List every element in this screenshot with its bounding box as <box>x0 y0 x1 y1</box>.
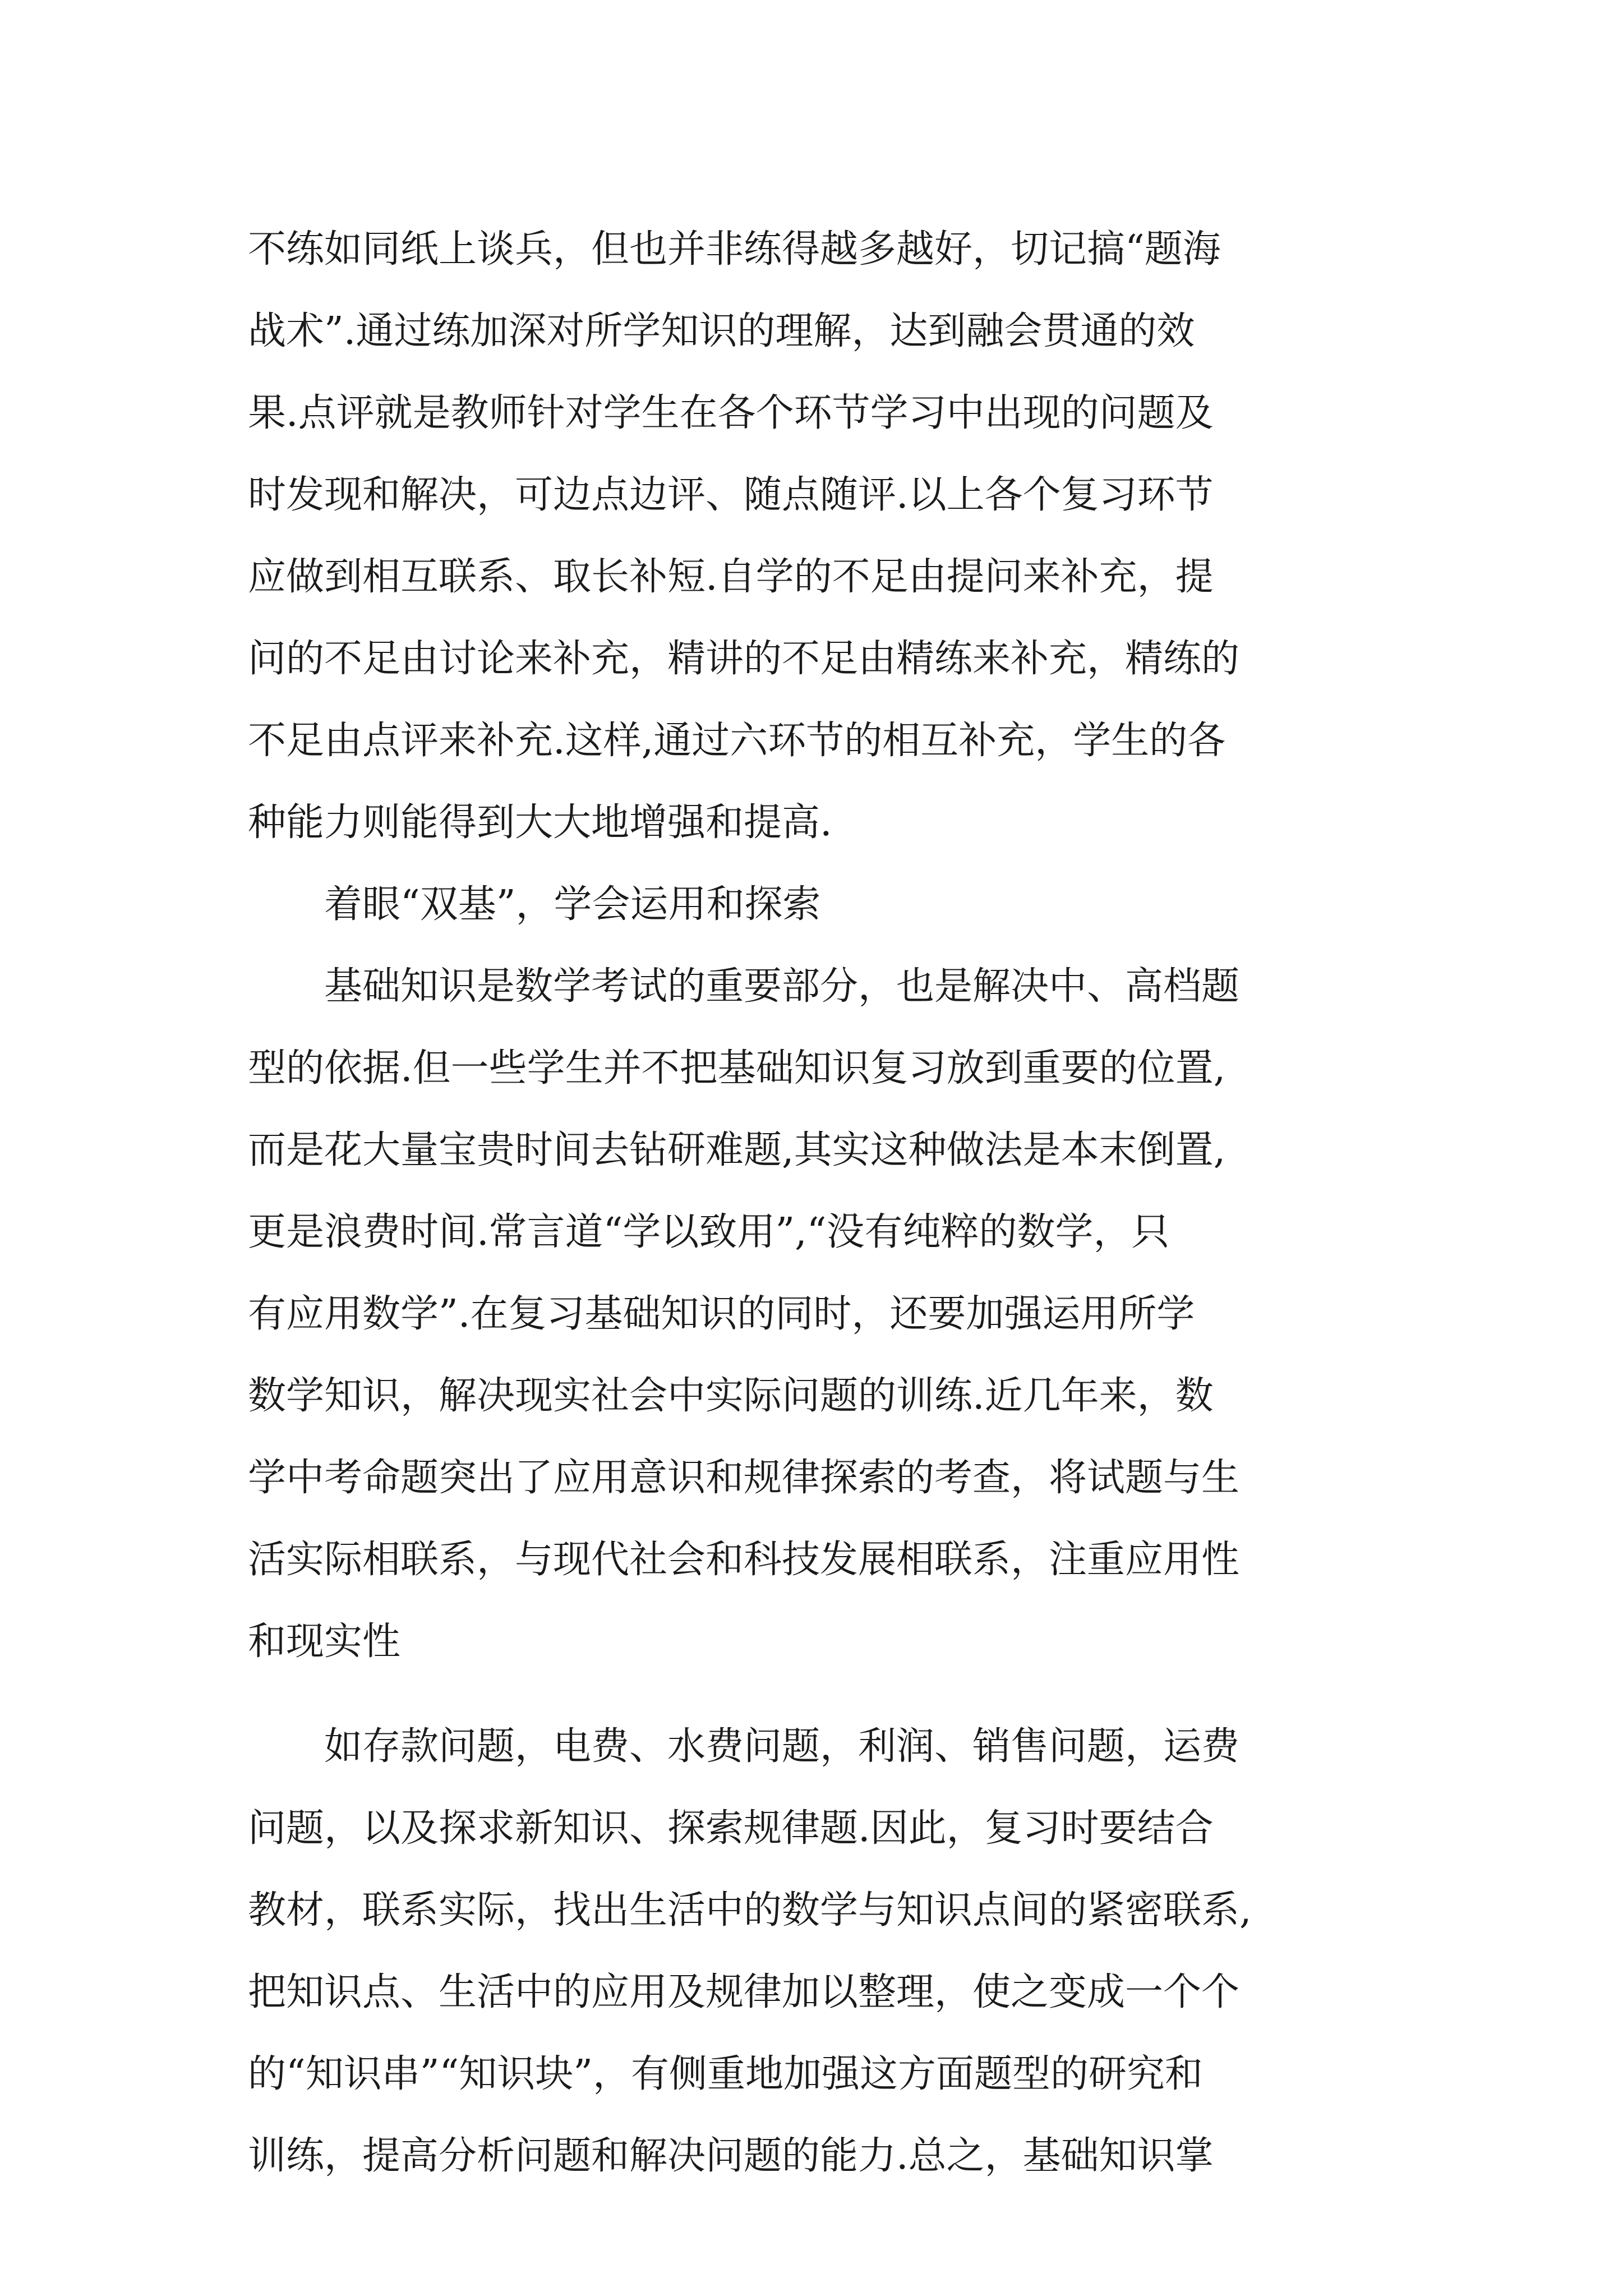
text-line: 和现实性 <box>248 1619 401 1664</box>
text-line: 问的不足由讨论来补充，精讲的不足由精练来补充，精练的 <box>248 637 1240 681</box>
text-line: 学中考命题突出了应用意识和规律探索的考查，将试题与生 <box>248 1456 1240 1500</box>
section-heading: 着眼“双基”，学会运用和探索 <box>248 882 821 927</box>
text-line: 有应用数学”.在复习基础知识的同时，还要加强运用所学 <box>248 1292 1195 1336</box>
text-line: 训练，提高分析问题和解决问题的能力.总之，基础知识掌 <box>248 2134 1214 2178</box>
text-line: 不练如同纸上谈兵，但也并非练得越多越好，切记搞“题海 <box>248 227 1221 272</box>
text-line: 不足由点评来补充.这样,通过六环节的相互补充，学生的各 <box>248 719 1226 763</box>
text-line: 应做到相互联系、取长补短.自学的不足由提问来补充，提 <box>248 555 1214 599</box>
text-line: 的“知识串”“知识块”，有侧重地加强这方面题型的研究和 <box>248 2052 1204 2096</box>
text-line: 基础知识是数学考试的重要部分，也是解决中、高档题 <box>248 964 1240 1009</box>
text-line: 种能力则能得到大大地增强和提高. <box>248 800 832 845</box>
text-line: 问题，以及探求新知识、探索规律题.因此，复习时要结合 <box>248 1806 1214 1851</box>
text-line: 战术”.通过练加深对所学知识的理解，达到融会贯通的效 <box>248 309 1195 353</box>
text-line: 数学知识，解决现实社会中实际问题的训练.近几年来，数 <box>248 1374 1214 1418</box>
text-line: 果.点评就是教师针对学生在各个环节学习中出现的问题及 <box>248 391 1214 435</box>
text-line: 更是浪费时间.常言道“学以致用”,“没有纯粹的数学，只 <box>248 1210 1170 1254</box>
text-line: 而是花大量宝贵时间去钻研难题,其实这种做法是本末倒置, <box>248 1128 1226 1172</box>
text-line: 时发现和解决，可边点边评、随点随评.以上各个复习环节 <box>248 473 1214 517</box>
text-line: 教材，联系实际，找出生活中的数学与知识点间的紧密联系, <box>248 1888 1252 1932</box>
text-line: 如存款问题，电费、水费问题，利润、销售问题，运费 <box>248 1724 1240 1769</box>
text-line: 活实际相联系，与现代社会和科技发展相联系，注重应用性 <box>248 1538 1240 1582</box>
text-line: 型的依据.但一些学生并不把基础知识复习放到重要的位置, <box>248 1046 1226 1091</box>
text-line: 把知识点、生活中的应用及规律加以整理，使之变成一个个 <box>248 1970 1240 2014</box>
